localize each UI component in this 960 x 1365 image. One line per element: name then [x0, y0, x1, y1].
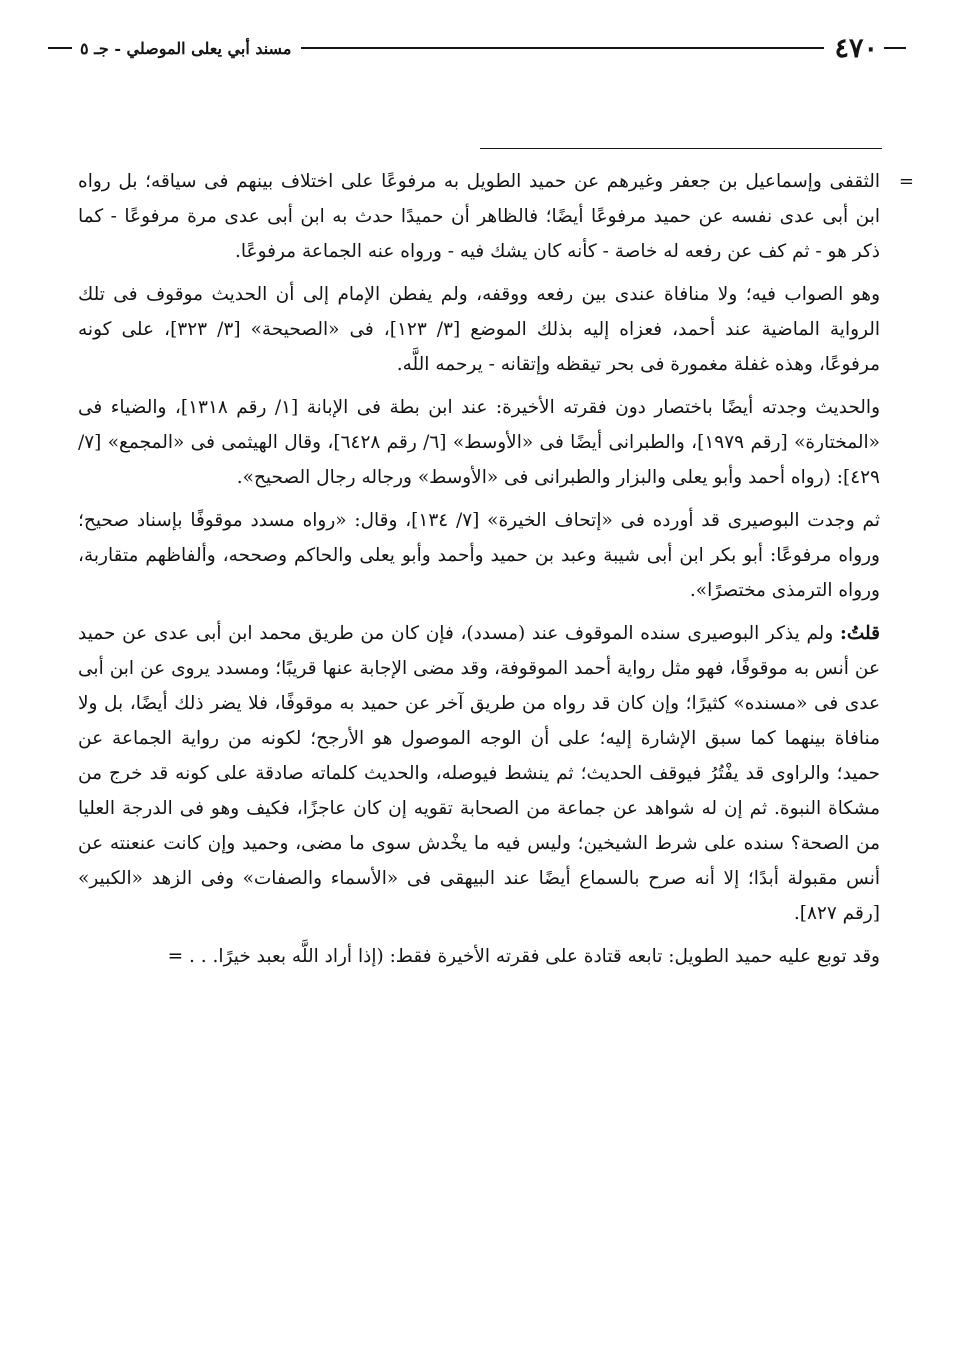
footnote-separator: [480, 148, 882, 149]
paragraph-5-text: ولم يذكر البوصيرى سنده الموقوف عند (مسدد)، فإن كان من طريق محمد ابن أبى عدى عن حميد عن أنس به موقوفًا، فهو مثل رواية أحمد الموقوفة، وقد مضى الإجابة عنها قريبًا؛ ومسدد يروى عن ابن أبى عدى فى «مسنده» كثيرًا؛ وإن كان قد رواه من طريق آخر عن حميد به موقوفًا، فلا يضر ذلك أيضًا، بل ولا منافاة بينهما كما سبق الإشارة إليه؛ على أن الوجه الموصول هو الأرجح؛ لكونه من رواية الجماعة عن حميد؛ والراوى قد يفْتُرُ فيوقف الحديث؛ ثم ينشط فيوصله، والحديث كلماته صادقة على كونه قد خرج من مشكاة النبوة. ثم إن له شواهد عن جماعة من الصحابة تقويه إن كان عاجزًا، فكيف وهو فى الدرجة العليا من الصحة؟ سنده على شرط الشيخين؛ وليس فيه ما يخْدش سوى ما مضى، وحميد وإن كانت عنعنته عن أنس مقبولة أبدًا؛ إلا أنه صرح بالسماع أيضًا عند البيهقى فى «الأسماء والصفات» وفى الزهد «الكبير» [رقم ٨٢٧].: [78, 623, 880, 924]
paragraph-5-lead: قلتُ:: [840, 623, 880, 644]
paragraph-1-text: الثقفى وإسماعيل بن جعفر وغيرهم عن حميد الطويل به مرفوعًا على اختلاف بينهم فى سياقه؛ بل رواه ابن أبى عدى نفسه عن حميد مرفوعًا أيضًا؛ فالظاهر أن حميدًا حدث به ابن أبى عدى مرة مرفوعًا - كما ذكر هو - ثم كف عن رفعه له خاصة - كأنه كان يشك فيه - ورواه عنه الجماعة مرفوعًا.: [78, 171, 880, 262]
paragraph-3-text: والحديث وجدته أيضًا باختصار دون فقرته الأخيرة: عند ابن بطة فى الإبانة [١/ رقم ١٣١٨]، والضياء فى «المختارة» [رقم ١٩٧٩]، والطبرانى أيضًا فى «الأوسط» [٦/ رقم ٦٤٢٨]، وقال الهيثمى فى «المجمع» [٧/ ٤٢٩]: (رواه أحمد وأبو يعلى والبزار والطبرانى فى «الأوسط» ورجاله رجال الصحيح».: [78, 397, 880, 488]
header-dash-right: [884, 47, 906, 49]
page-number: ٤٧٠: [834, 32, 878, 64]
paragraph-6-text: وقد توبع عليه حميد الطويل: تابعه قتادة على فقرته الأخيرة فقط: (إذا أراد اللَّه بعبد خيرًا. . . =: [167, 946, 880, 967]
paragraph-6: [78, 939, 880, 974]
header-rule: [301, 47, 824, 49]
paragraph-3: [78, 390, 880, 495]
paragraph-1: [78, 164, 914, 269]
header-dash-left: [48, 47, 72, 49]
paragraph-2: [78, 277, 880, 382]
book-title: مسند أبي يعلى الموصلي - جـ ٥: [80, 38, 292, 58]
paragraph-5: [78, 616, 880, 931]
paragraph-2-text: وهو الصواب فيه؛ ولا منافاة عندى بين رفعه ووقفه، ولم يفطن الإمام إلى أن الحديث موقوف فى تلك الرواية الماضية عند أحمد، فعزاه إليه بذلك الموضع [٣/ ١٢٣]، فى «الصحيحة» [٣/ ٣٢٣]، على كونه مرفوعًا، وهذه غفلة مغمورة فى بحر تيقظه وإتقانه - يرحمه اللَّه.: [78, 284, 880, 375]
paragraph-4: [78, 503, 880, 608]
paragraph-4-text: ثم وجدت البوصيرى قد أورده فى «إتحاف الخيرة» [٧/ ١٣٤]، وقال: «رواه مسدد موقوفًا بإسناد صحيح؛ ورواه مرفوعًا: أبو بكر ابن أبى شيبة وعبد بن حميد وأحمد وأبو يعلى والحاكم وصححه، وألفاظهم متقاربة، ورواه الترمذى مختصرًا».: [78, 510, 880, 601]
footnote-body: [78, 164, 914, 982]
running-header: [48, 26, 912, 70]
continuation-mark: =: [898, 171, 914, 192]
